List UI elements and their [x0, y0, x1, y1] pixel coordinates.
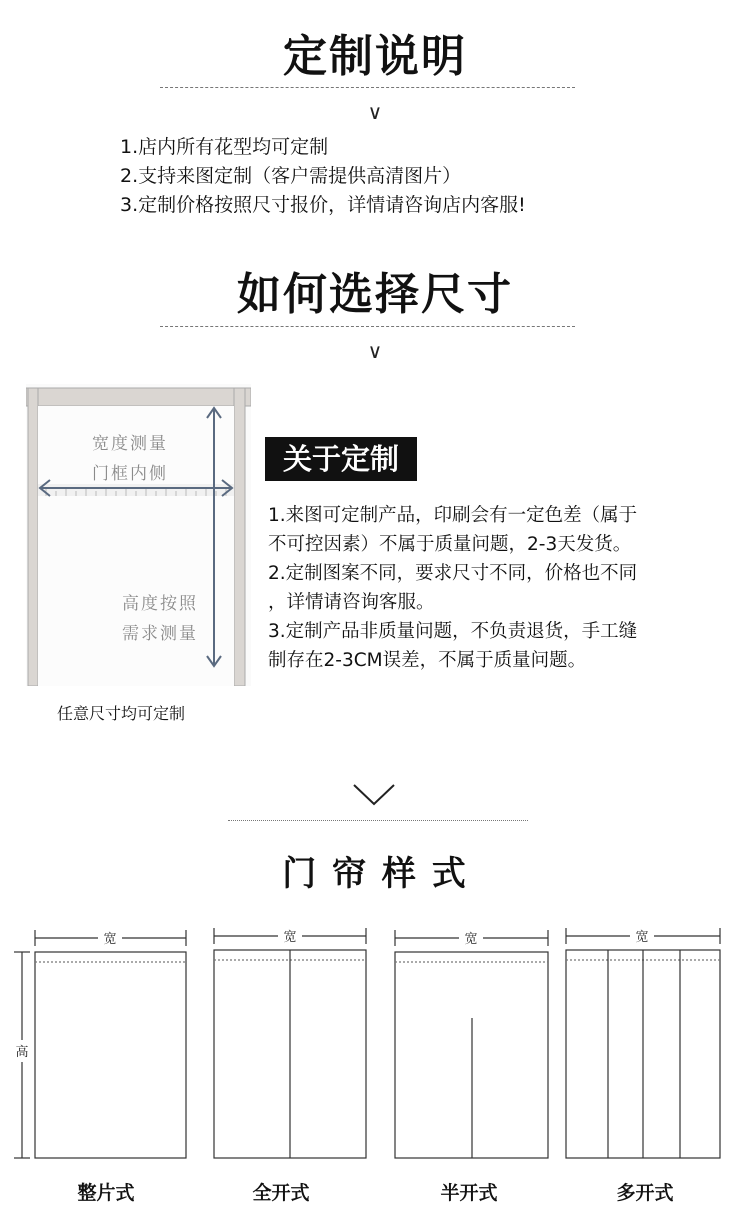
door-frame-illustration [26, 384, 251, 686]
height-measure-line-2: 需求测量 [122, 624, 198, 644]
about-line: ，详情请咨询客服。 [268, 592, 435, 613]
custom-instructions-list [120, 133, 526, 220]
style-label-half-open: 半开式 [440, 1182, 498, 1204]
width-measure-line-1: 宽度测量 [92, 434, 168, 454]
height-label: 高 [15, 1045, 29, 1060]
divider [160, 326, 575, 327]
divider [160, 87, 575, 88]
about-line: 制存在2-3CM误差，不属于质量问题。 [268, 650, 587, 671]
style-label-whole: 整片式 [77, 1182, 135, 1204]
curtain-style-whole [14, 930, 186, 1158]
about-custom-text [268, 501, 637, 675]
width-label: 宽 [464, 932, 478, 947]
door-caption: 任意尺寸均可定制 [57, 704, 186, 723]
about-line: 不可控因素）不属于质量问题，2-3天发货。 [268, 534, 632, 555]
chevron-down-icon: ∨ [367, 100, 383, 124]
chevron-down-icon: ∨ [367, 339, 383, 363]
list-item: 2.支持来图定制（客户需提供高清图片） [120, 165, 462, 187]
width-label: 宽 [103, 932, 117, 947]
chevron-down-icon [352, 782, 396, 808]
style-label-multi-open: 多开式 [616, 1182, 674, 1204]
section-title-choose-size: 如何选择尺寸 [237, 269, 513, 320]
curtain-style-half-open [395, 930, 548, 1158]
width-label: 宽 [283, 930, 297, 945]
width-measure-line-2: 门框内侧 [92, 464, 168, 484]
list-item: 3.定制价格按照尺寸报价，详情请咨询店内客服! [120, 194, 526, 216]
height-measure-label [122, 589, 198, 649]
width-label: 宽 [635, 930, 649, 945]
curtain-style-multi-open [566, 928, 720, 1158]
height-measure-line-1: 高度按照 [122, 594, 198, 614]
section-title-curtain-styles: 门 帘 样 式 [282, 854, 468, 894]
about-line: 3.定制产品非质量问题，不负责退货，手工缝 [268, 621, 638, 642]
about-custom-heading: 关于定制 [265, 437, 417, 481]
list-item: 1.店内所有花型均可定制 [120, 136, 329, 158]
about-line: 1.来图可定制产品，印刷会有一定色差（属于 [268, 505, 638, 526]
curtain-styles-diagram [0, 920, 750, 1165]
section-title-custom-instructions: 定制说明 [283, 31, 467, 82]
style-label-full-open: 全开式 [252, 1182, 310, 1204]
about-line: 2.定制图案不同，要求尺寸不同，价格也不同 [268, 563, 638, 584]
width-measure-label [92, 429, 168, 489]
curtain-style-full-open [214, 928, 366, 1158]
divider [228, 820, 528, 821]
